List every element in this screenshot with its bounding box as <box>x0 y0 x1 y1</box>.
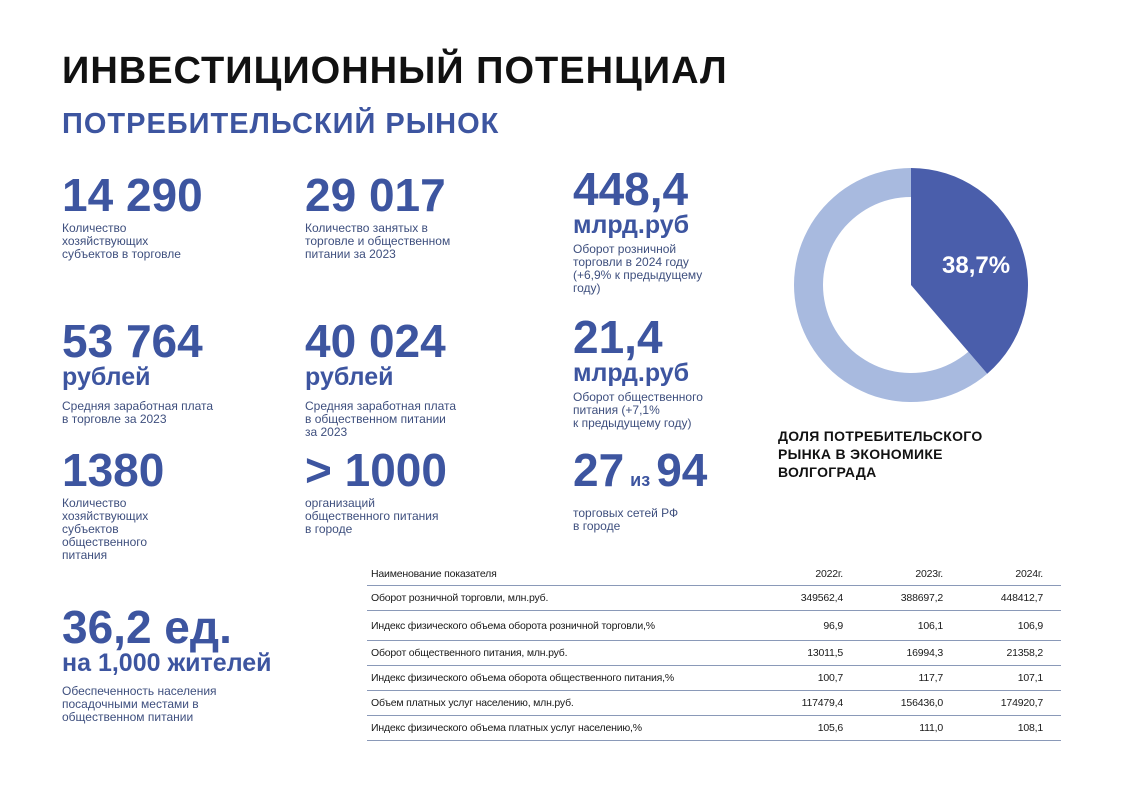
desc-line: (+6,9% к предыдущему <box>573 268 703 282</box>
stat-value-b: 94 <box>656 444 708 496</box>
stat-value: 53 764 <box>62 315 203 367</box>
table-cell-value: 106,1 <box>917 619 943 632</box>
stat-value-a: 27 <box>573 444 625 496</box>
stat-value: 29 017 <box>305 169 446 221</box>
stat-desc <box>305 497 447 536</box>
table-cell-value: 108,1 <box>1017 722 1043 734</box>
desc-line: посадочными местами в <box>62 697 199 711</box>
desc-line: Средняя заработная плата <box>305 399 457 413</box>
table-cell-label: Индекс физического объема оборота общественного питания,% <box>371 672 674 684</box>
desc-line: хозяйствующих <box>62 234 149 248</box>
stat-salary-catering <box>305 315 457 439</box>
stat-mid-word: из <box>630 470 651 490</box>
desc-line: общественного <box>62 535 148 549</box>
donut-caption <box>778 427 1038 481</box>
desc-line: субъектов <box>62 522 119 536</box>
table-cell-value: 106,9 <box>1017 619 1043 632</box>
stat-salary-trade <box>62 315 214 426</box>
stat-unit: рублей <box>62 363 151 391</box>
stat-unit: млрд.руб <box>573 211 690 239</box>
desc-line: году) <box>573 281 601 295</box>
desc-line: в городе <box>573 519 621 533</box>
table-cell-value: 21358,2 <box>1006 647 1043 659</box>
table-cell-value: 117479,4 <box>801 697 843 709</box>
table-cell-value: 105,6 <box>817 722 843 734</box>
desc-line: Обеспеченность населения <box>62 684 217 698</box>
stat-desc <box>62 497 164 562</box>
desc-line: Средняя заработная плата <box>62 399 214 413</box>
desc-line: ДОЛЯ ПОТРЕБИТЕЛЬСКОГО <box>778 428 983 444</box>
stat-seats <box>62 601 272 724</box>
table-cell-label: Объем платных услуг населению, млн.руб. <box>371 697 574 709</box>
stat-value: 14 290 <box>62 169 203 221</box>
table-cell-value: 2023г. <box>915 567 943 580</box>
stat-desc <box>573 391 703 430</box>
share-donut <box>793 167 1029 403</box>
table-cell-value: 96,9 <box>823 619 843 632</box>
table-row <box>367 691 1061 716</box>
stat-unit: млрд.руб <box>573 359 690 387</box>
desc-line: субъектов в торговле <box>62 247 181 261</box>
table-cell-value: 349562,4 <box>800 592 843 604</box>
table-cell-value: 100,7 <box>817 672 843 684</box>
stat-value: 40 024 <box>305 315 446 367</box>
table-row <box>367 586 1061 611</box>
stat-value-group <box>573 444 708 503</box>
desc-line: РЫНКА В ЭКОНОМИКЕ <box>778 446 943 462</box>
table-cell-value: 2022г. <box>815 567 843 580</box>
desc-line: хозяйствующих <box>62 509 149 523</box>
desc-line: Количество занятых в <box>305 221 428 235</box>
stat-desc <box>305 222 450 261</box>
table-cell-label: Наименование показателя <box>371 567 497 580</box>
stat-unit: рублей <box>305 363 394 391</box>
desc-line: ВОЛГОГРАДА <box>778 464 877 480</box>
desc-line: питании за 2023 <box>305 247 396 261</box>
stat-value: 36,2 ед. <box>62 601 232 653</box>
desc-line: Оборот общественного <box>573 390 703 404</box>
stat-value: > 1000 <box>305 444 447 496</box>
desc-line: в городе <box>305 522 353 536</box>
stat-desc <box>573 243 702 295</box>
table-cell-label: Оборот розничной торговли, млн.руб. <box>371 592 549 604</box>
stat-value: 448,4 <box>573 163 689 215</box>
desc-line: торговли в 2024 году <box>573 255 689 269</box>
desc-line: общественного питания <box>305 509 439 523</box>
table-row <box>367 666 1061 691</box>
stat-entities-trade <box>62 169 203 261</box>
stat-retail-turnover <box>573 163 703 295</box>
table-cell-value: 107,1 <box>1017 672 1043 684</box>
donut-share-label: 38,7% <box>942 252 1011 279</box>
stat-entities-catering <box>62 444 165 562</box>
desc-line: организаций <box>305 496 375 510</box>
table-cell-label: Индекс физического объема платных услуг населению,% <box>371 722 642 734</box>
stat-catering-turnover <box>573 311 703 430</box>
table-cell-value: 2024г. <box>1015 567 1043 580</box>
page-subtitle: ПОТРЕБИТЕЛЬСКИЙ РЫНОК <box>62 108 500 140</box>
stat-employed <box>305 169 451 261</box>
table-cell-value: 16994,3 <box>906 647 943 659</box>
table-cell-value: 388697,2 <box>900 592 943 604</box>
table-cell-value: 13011,5 <box>807 647 843 659</box>
desc-line: общественном питании <box>62 710 194 724</box>
stat-desc <box>62 400 213 426</box>
desc-line: Оборот розничной <box>573 242 677 256</box>
desc-line: питания <box>62 548 108 562</box>
donut-svg <box>793 167 1029 403</box>
table-row <box>367 641 1061 666</box>
table-header-row <box>367 562 1061 586</box>
desc-line: в общественном питании <box>305 412 446 426</box>
desc-line: Количество <box>62 221 127 235</box>
stat-desc <box>305 400 456 439</box>
stat-desc <box>62 222 203 261</box>
table-cell-value: 448412,7 <box>1000 592 1043 604</box>
data-table <box>367 562 1061 741</box>
stat-desc <box>573 507 707 533</box>
stat-value: 1380 <box>62 444 165 496</box>
desc-line: Количество <box>62 496 127 510</box>
stat-chains <box>573 444 708 533</box>
stat-unit: на 1,000 жителей <box>62 649 272 677</box>
table-cell-label: Оборот общественного питания, млн.руб. <box>371 647 568 659</box>
table-row <box>367 611 1061 641</box>
table-cell-value: 156436,0 <box>900 697 943 709</box>
table-row <box>367 716 1061 741</box>
stat-catering-orgs <box>305 444 447 536</box>
desc-line: торговых сетей РФ <box>573 506 679 520</box>
desc-line: к предыдущему году) <box>573 416 692 430</box>
table-cell-value: 111,0 <box>919 722 943 734</box>
table-cell-value: 174920,7 <box>1000 697 1043 709</box>
desc-line: торговле и общественном <box>305 234 451 248</box>
desc-line: в торговле за 2023 <box>62 412 167 426</box>
page-title: ИНВЕСТИЦИОННЫЙ ПОТЕНЦИАЛ <box>62 50 728 92</box>
table-cell-label: Индекс физического объема оборота розничной торговли,% <box>371 619 655 632</box>
stat-value: 21,4 <box>573 311 663 363</box>
desc-line: за 2023 <box>305 425 348 439</box>
table-cell-value: 117,7 <box>918 672 943 684</box>
stat-desc <box>62 685 272 724</box>
desc-line: питания (+7,1% <box>573 403 660 417</box>
